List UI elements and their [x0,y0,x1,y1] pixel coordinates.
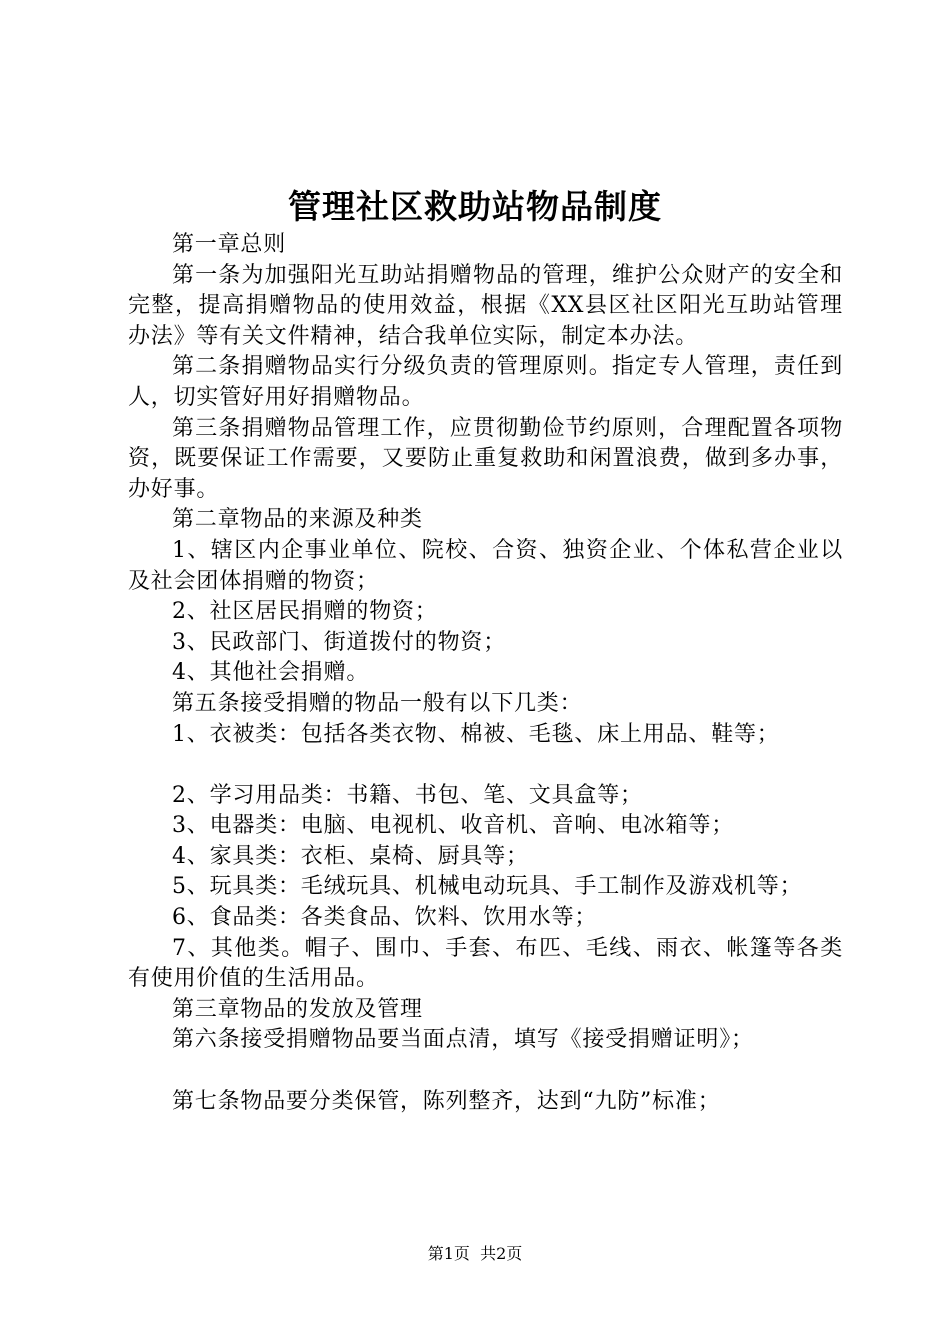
list-item: 2、社区居民捐赠的物资； [172,599,438,625]
paragraph: 第一条为加强阳光互助站捐赠物品的管理，维护公众财产的安全和完整，提高捐赠物品的使用效益，根据《XX县区社区阳光互助站管理办法》等有关文件精神，结合我单位实际，制定本办法。 [128,262,843,349]
paragraph: 第六条接受捐赠物品要当面点清，填写《接受捐赠证明》； [172,1027,754,1053]
list-item: 3、民政部门、街道拨付的物资； [172,629,506,655]
list-item: 1、辖区内企事业单位、院校、合资、独资企业、个体私营企业以及社会团体捐赠的物资； [128,537,843,594]
paragraph: 第七条物品要分类保管，陈列整齐，达到“九防”标准； [172,1088,721,1114]
list-item: 1、衣被类：包括各类衣物、棉被、毛毯、床上用品、鞋等； [172,721,780,747]
chapter-heading: 第三章物品的发放及管理 [172,996,423,1022]
chapter-heading: 第二章物品的来源及种类 [172,507,423,533]
list-item: 7、其他类。帽子、围巾、手套、布匹、毛线、雨衣、帐篷等各类有使用价值的生活用品。 [128,935,843,992]
document-title: 管理社区救助站物品制度 [288,187,662,226]
paragraph: 第三条捐赠物品管理工作，应贯彻勤俭节约原则，合理配置各项物资，既要保证工作需要，又要防止重复救助和闲置浪费，做到多办事，办好事。 [128,415,843,502]
paragraph: 第五条接受捐赠的物品一般有以下几类： [172,690,583,716]
page-number: 第1页 [427,1244,470,1263]
list-item: 4、其他社会捐赠。 [172,660,370,686]
footer-separator [470,1244,480,1263]
chapter-heading: 第一章总则 [172,232,287,257]
list-item: 6、食品类：各类食品、饮料、饮用水等； [172,905,598,931]
paragraph: 第二条捐赠物品实行分级负责的管理原则。指定专人管理，责任到人，切实管好用好捐赠物品。 [128,354,843,410]
page-footer [0,1242,950,1266]
list-item: 5、玩具类：毛绒玩具、机械电动玩具、手工制作及游戏机等； [172,874,803,900]
list-item: 2、学习用品类：书籍、书包、笔、文具盒等； [172,782,643,808]
blank-line [128,750,843,781]
page-total: 共2页 [480,1244,523,1263]
list-item: 4、家具类：衣柜、桌椅、厨具等； [172,843,529,869]
document-body [128,230,843,1117]
list-item: 3、电器类：电脑、电视机、收音机、音响、电冰箱等； [172,813,734,839]
blank-line [128,1056,843,1087]
